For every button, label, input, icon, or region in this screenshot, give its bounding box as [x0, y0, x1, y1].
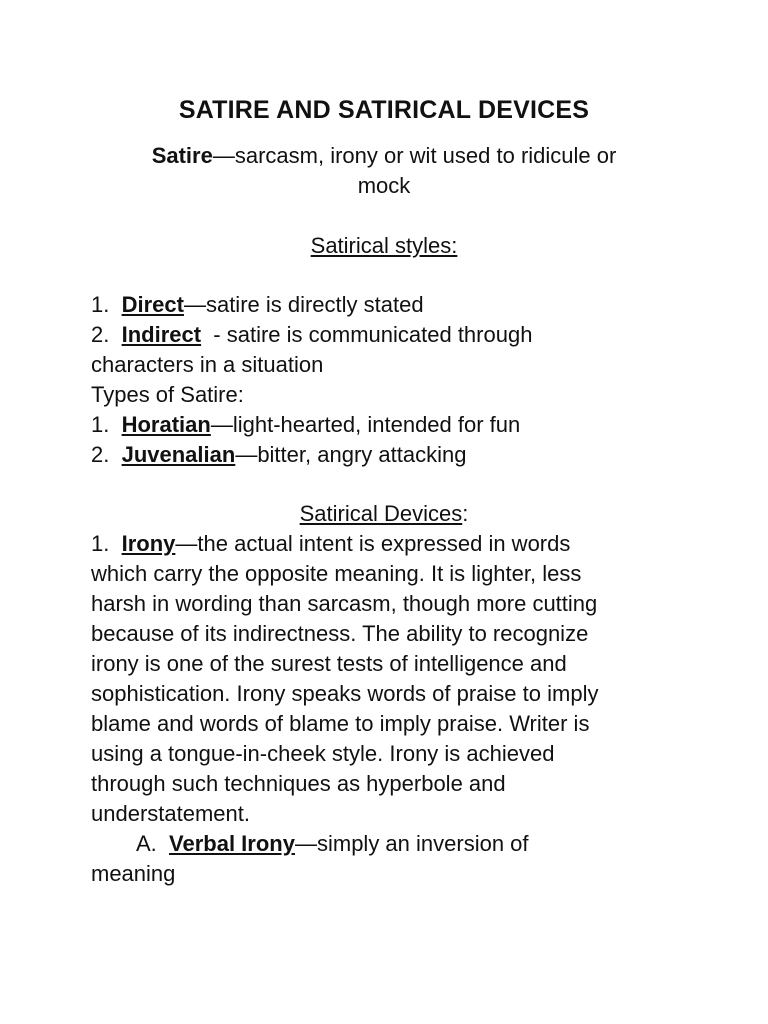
irony-line-7: using a tongue-in-cheek style. Irony is achieved — [91, 741, 555, 766]
list-item — [91, 290, 691, 320]
item-number: 2. — [91, 322, 110, 347]
definition-text-line1: —sarcasm, irony or wit used to ridicule or — [212, 143, 617, 168]
satire-definition — [100, 141, 668, 201]
item-term: Horatian — [121, 412, 211, 437]
irony-line-9: understatement. — [91, 801, 250, 826]
irony-line-4: irony is one of the surest tests of intelligence and — [91, 651, 567, 676]
list-item — [91, 320, 691, 350]
item-continuation: meaning — [91, 861, 176, 886]
devices-heading-colon: : — [462, 501, 469, 526]
item-number: 1. — [91, 412, 110, 437]
item-text: —light-hearted, intended for fun — [210, 412, 521, 437]
item-number: 2. — [91, 442, 110, 467]
item-term: Indirect — [121, 322, 202, 347]
irony-line-8: through such techniques as hyperbole and — [91, 771, 506, 796]
satirical-styles-heading — [0, 231, 768, 261]
item-number: 1. — [91, 531, 110, 556]
item-text: —bitter, angry attacking — [235, 442, 467, 467]
devices-heading-text: Satirical Devices — [299, 501, 463, 526]
item-term: Verbal Irony — [169, 831, 295, 856]
document-title: SATIRE AND SATIRICAL DEVICES — [178, 96, 590, 124]
item-text: —simply an inversion of — [294, 831, 529, 856]
irony-line-6: blame and words of blame to imply praise. Writer is — [91, 711, 590, 736]
irony-line-1: which carry the opposite meaning. It is lighter, less — [91, 561, 582, 586]
list-item — [91, 440, 691, 470]
item-continuation: characters in a situation — [91, 352, 324, 377]
item-letter: A. — [136, 831, 157, 856]
list-item — [91, 829, 691, 859]
definition-term: Satire — [151, 143, 213, 168]
irony-line-0: —the actual intent is expressed in words — [175, 531, 571, 556]
satirical-devices-heading — [0, 499, 768, 529]
list-item — [91, 529, 691, 559]
types-heading: Types of Satire: — [91, 382, 244, 407]
item-term: Juvenalian — [121, 442, 236, 467]
irony-line-3: because of its indirectness. The ability to recognize — [91, 621, 589, 646]
item-text: - satire is communicated through — [213, 322, 533, 347]
styles-heading-text: Satirical styles: — [310, 233, 458, 258]
irony-line-2: harsh in wording than sarcasm, though more cutting — [91, 591, 598, 616]
item-text: —satire is directly stated — [183, 292, 424, 317]
item-number: 1. — [91, 292, 110, 317]
item-term: Irony — [121, 531, 176, 556]
item-term: Direct — [121, 292, 184, 317]
list-item — [91, 410, 691, 440]
definition-text-line2: mock — [357, 173, 411, 198]
irony-line-5: sophistication. Irony speaks words of praise to imply — [91, 681, 599, 706]
styles-list — [91, 290, 691, 470]
devices-list — [91, 529, 691, 889]
